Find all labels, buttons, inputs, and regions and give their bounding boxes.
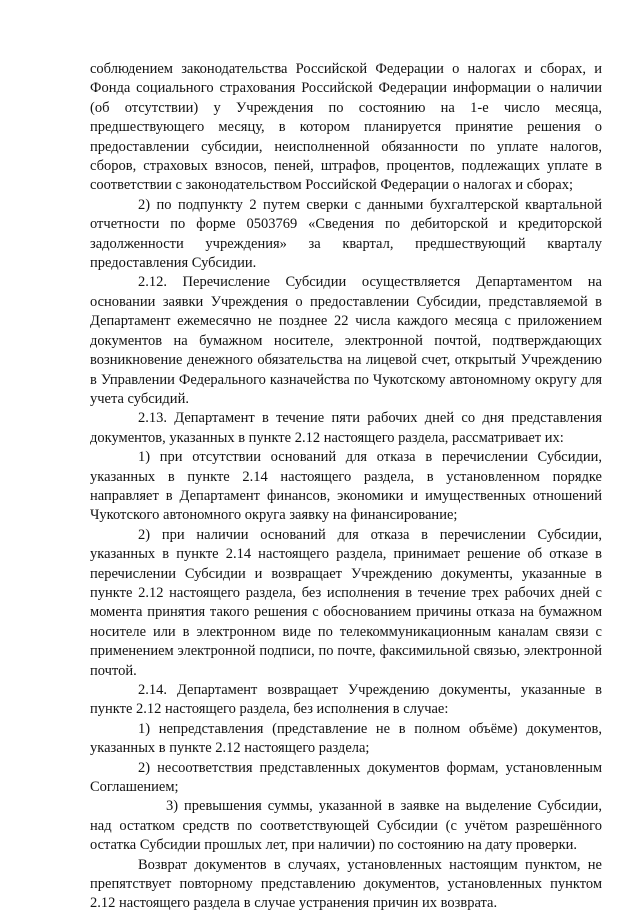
paragraph-2-12: 2.12. Перечисление Субсидии осуществляется Департаментом на основании заявки Учреждения о предоставлении Субсидии, представляемой в Департамент ежемесячно не позднее 22 числа каждого месяца с приложением документов на бумажном носителе, электронной почтой, подтверждающих возникновение денежного обязательства на лицевой счет, открытый Учреждению в Управлении Федерального казначейства по Чукотскому автономному округу для учета субсидий. (90, 274, 602, 407)
paragraph-2-13-item-2: 2) при наличии оснований для отказа в перечислении Субсидии, указанных в пункте 2.14 настоящего раздела, принимает решение об отказе в перечислении Субсидии и возвращает Учреждению документы, указанные в пункте 2.12 настоящего раздела, без исполнения в течение трех рабочих дней с момента принятия такого решения с обоснованием причины отказа на бумажном носителе или в электронном виде по телекоммуникационным каналам связи с применением электронной подписи, по почте, факсимильной связью, электронной почтой. (90, 526, 602, 679)
paragraph-2-14-item-3: 3) превышения суммы, указанной в заявке на выделение Субсидии, над остатком средств по соответствующей Субсидии (с учётом разрешённого остатка Субсидии прошлых лет, при наличии) по состоянию на дату проверки. (90, 798, 602, 854)
paragraph-2-13: 2.13. Департамент в течение пяти рабочих дней со дня представления документов, указанных в пункте 2.12 настоящего раздела, рассматривает их: (90, 410, 602, 446)
paragraph-continuation: соблюдением законодательства Российской Федерации о налогах и сборах, и Фонда социального страхования Российской Федерации информации о наличии (об отсутствии) у Учреждения по состоянию на 1-е число месяца, предшествующего месяцу, в котором планируется принятие решения о предоставлении субсидии, неисполненной обязанности по уплате налогов, сборов, страховых взносов, пеней, штрафов, процентов, подлежащих уплате в соответствии с законодательством Российской Федерации о налогах и сборах; (90, 61, 602, 194)
paragraph-2-14-item-1: 1) непредставления (представление не в полном объёме) документов, указанных в пункте 2.12 настоящего раздела; (90, 720, 602, 757)
paragraph-subitem-2: 2) по подпункту 2 путем сверки с данными бухгалтерской квартальной отчетности по форме 0503769 «Сведения по дебиторской и кредиторской задолженности учреждения» за квартал, предшествующий кварталу предоставления Субсидии. (90, 196, 602, 272)
document-page (90, 60, 602, 914)
paragraph-2-14-item-2: 2) несоответствия представленных документов формам, установленным Соглашением; (90, 759, 602, 796)
paragraph-2-13-item-1: 1) при отсутствии оснований для отказа в перечислении Субсидии, указанных в пункте 2.14 настоящего раздела, в установленном порядке направляет в Департамент финансов, экономики и имущественных отношений Чукотского автономного округа заявку на финансирование; (90, 449, 602, 524)
paragraph-2-14: 2.14. Департамент возвращает Учреждению документы, указанные в пункте 2.12 настоящего раздела, без исполнения в случае: (90, 682, 602, 718)
paragraph-return-documents: Возврат документов в случаях, установленных настоящим пунктом, не препятствует повторному представлению документов, установленных пунктом 2.12 настоящего раздела в случае устранения причин их возврата. (90, 856, 602, 912)
